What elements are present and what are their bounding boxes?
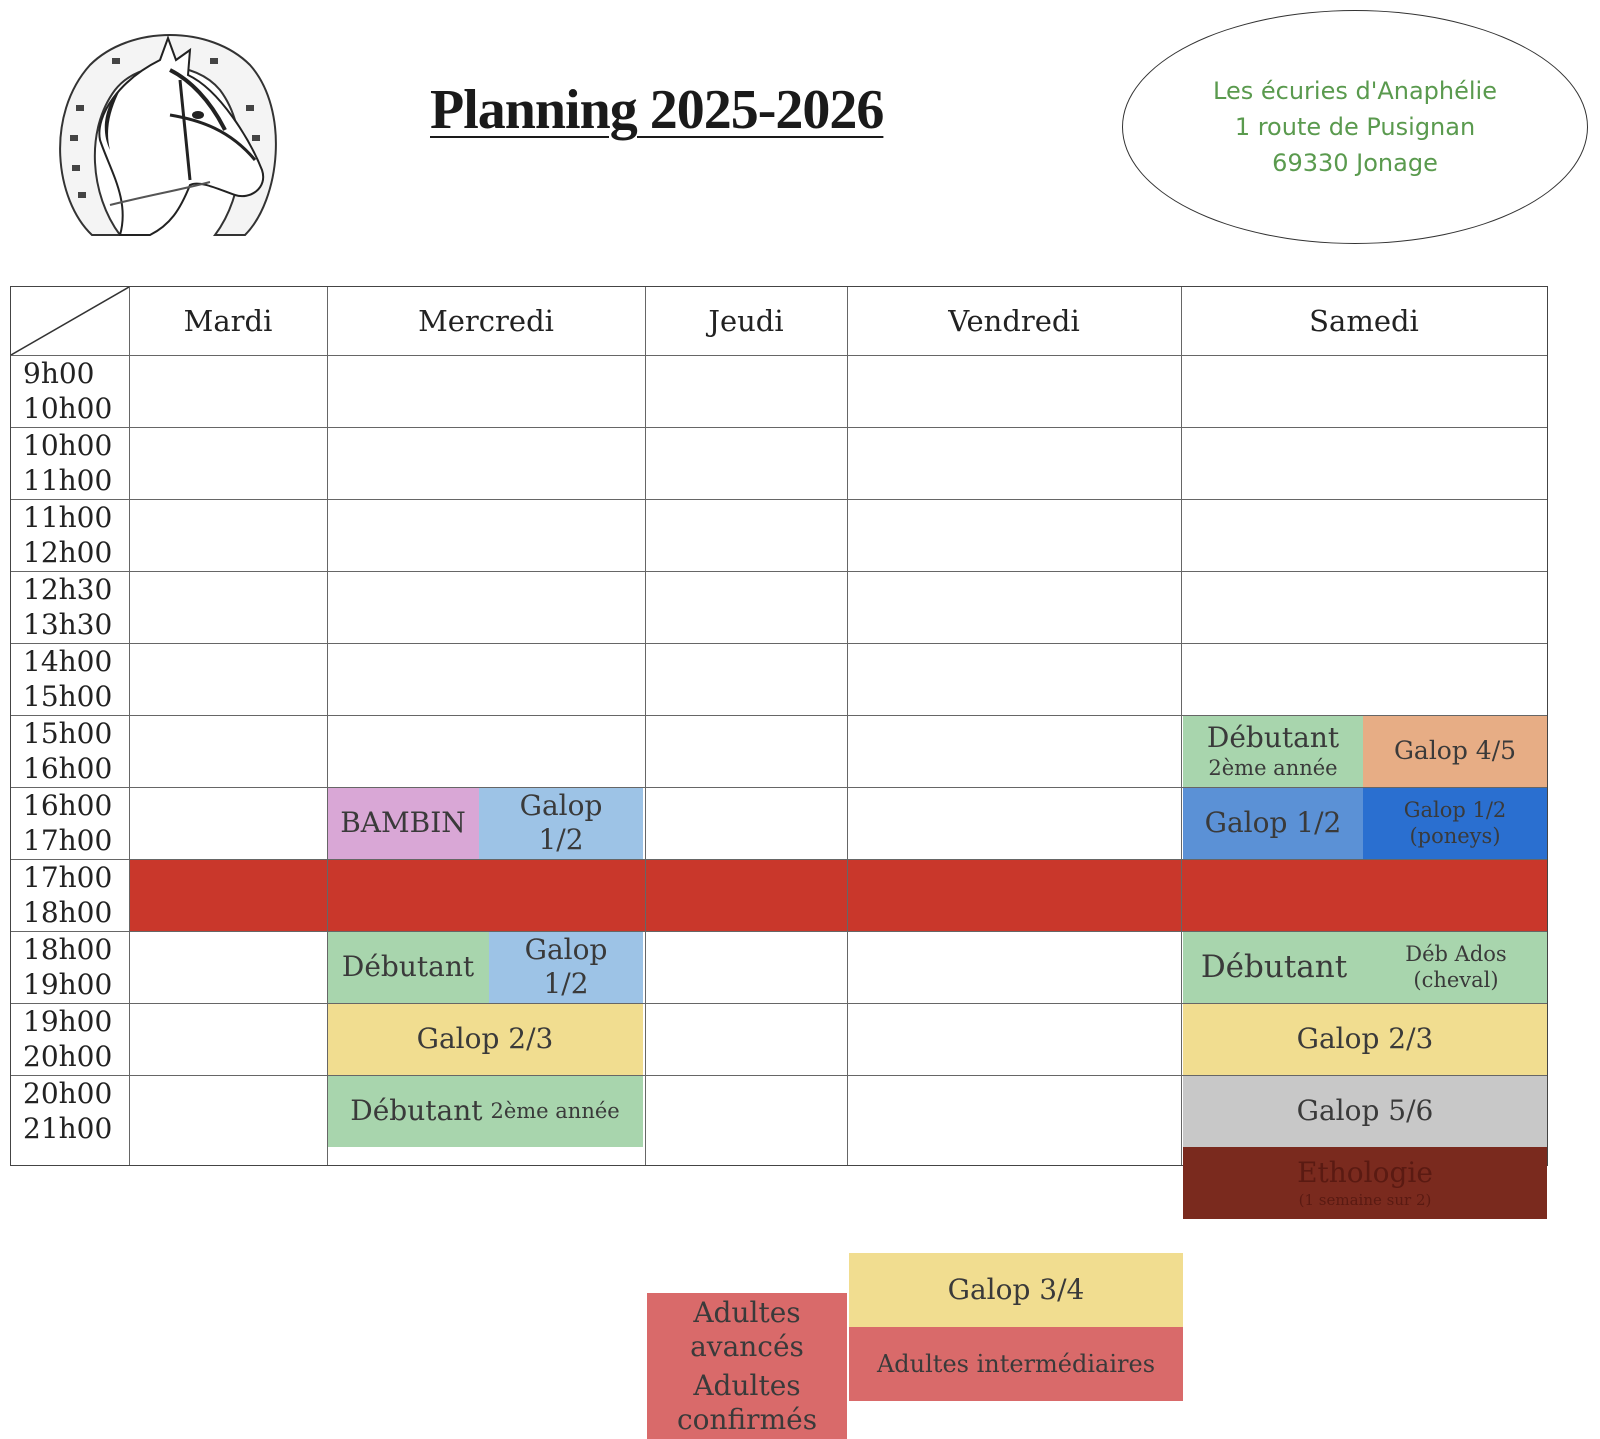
time-end: 20h00 [23, 1040, 113, 1073]
lesson-jeu-adultes-confirmes [647, 1367, 847, 1439]
lesson-label: Débutant [350, 1094, 483, 1127]
time-slot [11, 571, 129, 643]
time-end: 12h00 [23, 536, 113, 569]
grid-line [11, 355, 1547, 356]
stable-logo [50, 20, 280, 245]
grid-line [11, 1075, 1547, 1076]
lesson-mer-galop12-pm [489, 931, 643, 1003]
lesson-label: Galop [524, 933, 608, 966]
lesson-label: Adultes intermédiaires [876, 1350, 1156, 1378]
time-start: 19h00 [23, 1005, 113, 1038]
time-slot [11, 427, 129, 499]
lesson-label: Ethologie [1297, 1156, 1433, 1189]
address-block [1122, 10, 1588, 244]
time-slot [11, 931, 129, 1003]
lesson-label: Galop 4/5 [1393, 736, 1517, 765]
grid-line [1181, 287, 1182, 1165]
lesson-label: 2ème année [1208, 756, 1338, 780]
lesson-label: BAMBIN [340, 806, 466, 839]
lesson-sam-galop12-poneys [1363, 787, 1547, 859]
lesson-label: (poneys) [1409, 824, 1501, 848]
time-end: 19h00 [23, 968, 113, 1001]
lesson-mer-bambin [327, 787, 479, 859]
lesson-label: avancés [690, 1330, 804, 1363]
time-start: 17h00 [23, 861, 113, 894]
lesson-label: 1/2 [538, 823, 584, 856]
grid-line [11, 427, 1547, 428]
lesson-label: Débutant [341, 950, 475, 983]
time-start: 14h00 [23, 645, 113, 678]
time-start: 18h00 [23, 933, 113, 966]
lesson-label: (1 semaine sur 2) [1298, 1191, 1432, 1209]
address-line-name: Les écuries d'Anaphélie [1213, 77, 1497, 105]
day-header-jeudi: Jeudi [708, 304, 784, 338]
grid-line [11, 787, 1547, 788]
grid-line [11, 571, 1547, 572]
address-line-street: 1 route de Pusignan [1234, 113, 1476, 141]
lesson-mer-debutant-2e [327, 1075, 643, 1147]
lesson-ven-galop34 [849, 1253, 1183, 1327]
lesson-label: 1/2 [543, 967, 589, 1000]
time-start: 16h00 [23, 789, 113, 822]
grid-line [645, 287, 646, 1165]
time-start: 10h00 [23, 429, 113, 462]
lesson-label: Galop 2/3 [1296, 1022, 1434, 1055]
lesson-sam-galop23 [1183, 1003, 1547, 1075]
lesson-label: confirmés [676, 1403, 818, 1436]
grid-line [11, 859, 1547, 860]
grid-line [11, 499, 1547, 500]
lesson-label: Débutant [1200, 949, 1348, 985]
time-end: 15h00 [23, 680, 113, 713]
lesson-sam-debutant-2e [1183, 715, 1363, 787]
lesson-sam-debutant [1183, 931, 1365, 1003]
lesson-label: Déb Ados [1405, 942, 1507, 966]
time-slot [11, 1003, 129, 1075]
grid-line [11, 643, 1547, 644]
time-end: 21h00 [23, 1112, 113, 1145]
time-end: 11h00 [23, 464, 113, 497]
lesson-label: Galop 3/4 [947, 1273, 1085, 1306]
time-start: 9h00 [23, 357, 95, 390]
page-title: Planning 2025-2026 [430, 79, 884, 141]
lesson-label: Adultes [693, 1369, 801, 1402]
grid-line [11, 715, 1547, 716]
time-end: 10h00 [23, 392, 113, 425]
lesson-ven-adultes-inter [849, 1327, 1183, 1401]
lesson-label: Galop 1/2 [1204, 806, 1342, 839]
day-header-vendredi: Vendredi [948, 304, 1080, 338]
lesson-label: Galop 2/3 [416, 1022, 554, 1055]
lesson-mer-debutant [327, 931, 489, 1003]
lunch-break-band [129, 859, 1547, 931]
time-slot [11, 643, 129, 715]
lesson-label: Adultes [693, 1296, 801, 1329]
day-header-samedi: Samedi [1309, 304, 1419, 338]
time-start: 12h30 [23, 573, 113, 606]
time-start: 20h00 [23, 1077, 113, 1110]
lesson-label: 2ème année [490, 1099, 620, 1123]
time-slot [11, 499, 129, 571]
grid-line [847, 287, 848, 1165]
lesson-sam-ethologie [1183, 1147, 1547, 1219]
grid-line [129, 287, 130, 1165]
time-slot [11, 1075, 129, 1147]
time-end: 13h30 [23, 608, 113, 641]
time-end: 16h00 [23, 752, 113, 785]
lesson-sam-galop56 [1183, 1075, 1547, 1147]
grid-line [327, 287, 328, 1165]
time-slot [11, 787, 129, 859]
lesson-label: (cheval) [1413, 968, 1499, 992]
grid-line [11, 1003, 1547, 1004]
day-header-mardi: Mardi [183, 304, 273, 338]
time-start: 15h00 [23, 717, 113, 750]
lesson-mer-galop23 [327, 1003, 643, 1075]
lesson-sam-galop12 [1183, 787, 1363, 859]
address-line-city: 69330 Jonage [1272, 149, 1438, 177]
time-end: 18h00 [23, 896, 113, 929]
lesson-label: Galop 5/6 [1296, 1094, 1434, 1127]
grid-line [11, 931, 1547, 932]
lesson-label: Galop [519, 789, 603, 822]
time-end: 17h00 [23, 824, 113, 857]
day-header-mercredi: Mercredi [418, 304, 554, 338]
time-slot [11, 715, 129, 787]
lesson-label: Galop 1/2 [1403, 798, 1507, 822]
lesson-sam-galop45 [1363, 715, 1547, 787]
lesson-sam-deb-ados [1365, 931, 1547, 1003]
time-slot [11, 355, 129, 427]
time-start: 11h00 [23, 501, 113, 534]
corner-diagonal [11, 287, 129, 355]
lesson-mer-galop12 [479, 787, 643, 859]
schedule-grid [10, 286, 1548, 1436]
lesson-label: Débutant [1206, 721, 1340, 754]
lesson-jeu-adultes-avances [647, 1293, 847, 1367]
time-slot [11, 859, 129, 931]
